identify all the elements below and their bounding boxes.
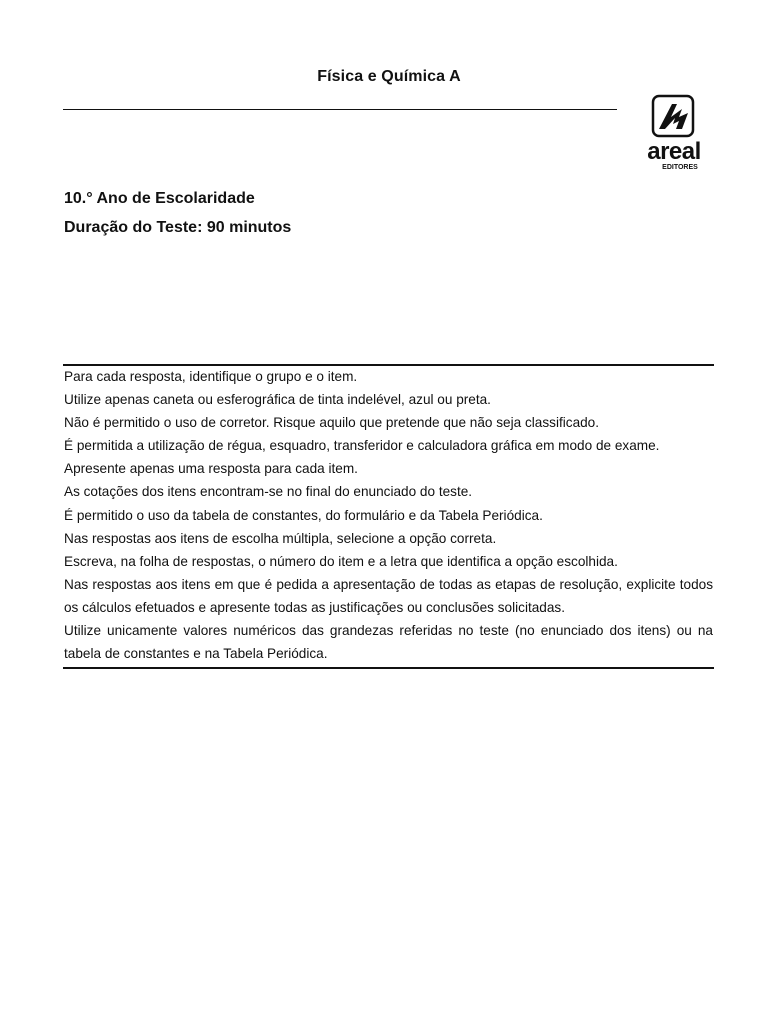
areal-editores-logo [632,93,716,171]
instruction-item: Apresente apenas uma resposta para cada item. [64,461,358,477]
instruction-item: Para cada resposta, identifique o grupo e o item. [64,369,358,384]
subject-title: Física e Química A [317,68,461,85]
instructions-list [64,365,713,665]
instruction-item: Não é permitido o uso de corretor. Risque aquilo que pretende que não seja classificado. [64,415,600,431]
instruction-item: Utilize unicamente valores numéricos das grandezas referidas no teste (no enunciado dos itens) ou na tabela de constantes e na Tabela Periódica. [64,623,713,662]
instruction-item: Escreva, na folha de respostas, o número do item e a letra que identifica a opção escolhida. [64,553,618,569]
instructions-bottom-rule [63,667,714,669]
school-year: 10.° Ano de Escolaridade [64,190,255,207]
instruction-item: Nas respostas aos itens de escolha múltipla, selecione a opção correta. [64,530,497,546]
instruction-item: É permitida a utilização de régua, esquadro, transferidor e calculadora gráfica em modo de exame. [64,438,660,454]
instruction-item: As cotações dos itens encontram-se no final do enunciado do teste. [64,484,473,500]
test-duration: Duração do Teste: 90 minutos [64,219,292,236]
instruction-item: Utilize apenas caneta ou esferográfica de tinta indelével, azul ou preta. [64,392,491,408]
instruction-item: É permitido o uso da tabela de constantes, do formulário e da Tabela Periódica. [64,507,543,523]
instruction-item: Nas respostas aos itens em que é pedida a apresentação de todas as etapas de resolução, explicite todos os cálculos efetuados e apresente todas as justificações ou conclusões solicitadas. [64,576,713,615]
header-divider [63,109,617,110]
logo-sub-text: EDITORES [662,164,698,171]
logo-brand-text: areal [647,138,701,165]
